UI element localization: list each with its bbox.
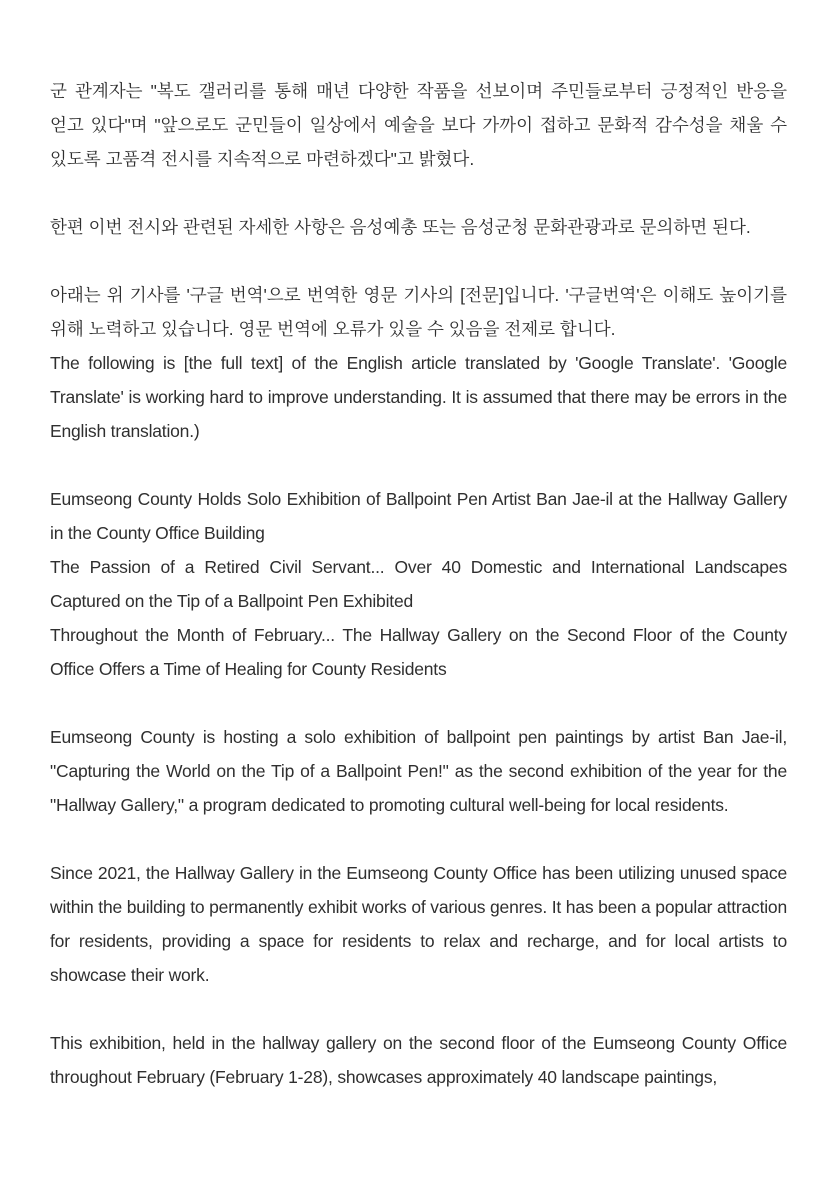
paragraph-korean-official-quote: 군 관계자는 "복도 갤러리를 통해 매년 다양한 작품을 선보이며 주민들로부터 긍정적인 반응을 얻고 있다"며 "앞으로도 군민들이 일상에서 예술을 보다 가까이 접하고 문화적 감수성을 채울 수 있도록 고품격 전시를 지속적으로 마련하겠다"고 밝혔다. [50,81,787,169]
paragraph-korean-translation-note: 아래는 위 기사를 '구글 번역'으로 번역한 영문 기사의 [전문]입니다. '구글번역'은 이해도 높이기를 위해 노력하고 있습니다. 영문 번역에 오류가 있을 수 있음을 전제로 합니다. [50,285,787,339]
paragraph-english-translation-note: The following is [the full text] of the English article translated by 'Google Translate'. 'Google Translate' is working hard to improve understanding. It is assumed that there may be errors in the English translation.) [50,353,787,441]
paragraph-english-body-2: Since 2021, the Hallway Gallery in the Eumseong County Office has been utilizing unused space within the building to permanently exhibit works of various genres. It has been a popular attraction for residents, providing a space for residents to relax and recharge, and for local artists to showcase their work. [50,863,787,985]
paragraph-korean-inquiry: 한편 이번 전시와 관련된 자세한 사항은 음성예총 또는 음성군청 문화관광과로 문의하면 된다. [50,217,751,237]
paragraph-english-body-1: Eumseong County is hosting a solo exhibition of ballpoint pen paintings by artist Ban Jae-il, "Capturing the World on the Tip of a Ballpoint Pen!" as the second exhibition of the year for the "Hallway Gallery," a program dedicated to promoting cultural well-being for local residents. [50,727,787,815]
headline-english-main: Eumseong County Holds Solo Exhibition of Ballpoint Pen Artist Ban Jae-il at the Hallway Gallery in the County Office Building [50,489,787,543]
paragraph-english-body-3: This exhibition, held in the hallway gallery on the second floor of the Eumseong County Office throughout February (February 1-28), showcases approximately 40 landscape paintings, [50,1033,787,1087]
headline-english-sub-1: The Passion of a Retired Civil Servant... Over 40 Domestic and International Landscapes Captured on the Tip of a Ballpoint Pen Exhibited [50,557,787,611]
headline-english-sub-2: Throughout the Month of February... The Hallway Gallery on the Second Floor of the County Office Offers a Time of Healing for County Residents [50,625,787,679]
